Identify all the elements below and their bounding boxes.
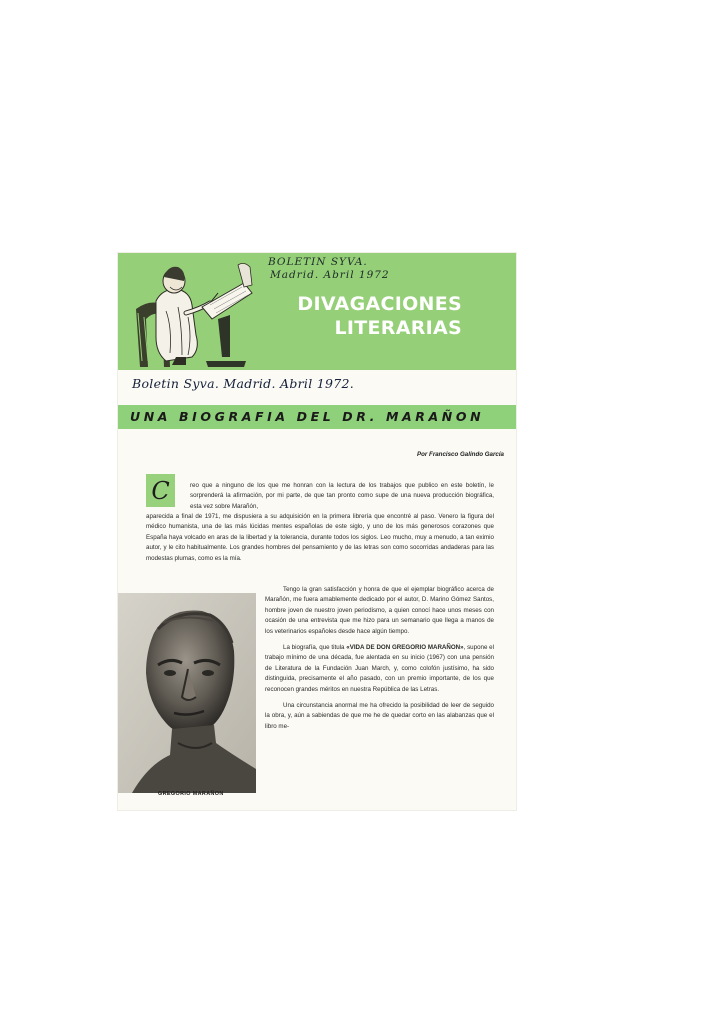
paragraph-4: Una circunstancia anormal me ha ofrecido la posibilidad de leer de seguido la obra, y, aún a sabiendas de que me he de quedar corto en las alabanzas que el libro me- [265,702,494,730]
monk-scribe-illustration [126,257,262,369]
intro-paragraph-start: reo que a ninguno de los que me honran con la lectura de los trabajos que publico en este boletín, le sorprenderá la afirmación, por mi parte, de que tan pronto como supe de una nueva producción biográfica, esta vez sobre Marañón, [190,482,494,510]
section-title-line-1: DIVAGACIONES [297,293,462,315]
right-column-text [265,585,494,738]
section-title-line-2: LITERARIAS [334,317,462,339]
paragraph-3-start: La biografía, que titula [283,644,347,652]
header-banner [118,253,516,370]
stamp-line-1: BOLETIN SYVA. [268,256,368,268]
paragraph-2: Tengo la gran satisfacción y honra de que el ejemplar biográfico acerca de Marañón, me fuera amablemente dedicado por el autor, D. Marino Gómez Santos, hombre joven de nuestro joven periodismo, a quien conocí hace unos meses con ocasión de una entrevista que me hizo para un semanario que llega a manos de los veterinarios españoles desde hace algún tiempo. [265,586,494,635]
stamp-line-2: Madrid. Abril 1972 [270,269,390,281]
portrait-photo [118,593,256,793]
article-title-band [118,405,516,429]
bust-image [118,593,256,793]
paragraph-3-end: , supone el trabajo mínimo de una década, fue alentada en su inicio (1967) con una pensión de Literatura de la Fundación Juan March, y, como colofón justísimo, ha sido distinguida, precisamente el año pasado, con un premio importante, de los que reconocen grandes méritos en nuestra República de las Letras. [265,644,495,693]
handwritten-stamp [268,256,428,282]
article-title: UNA BIOGRAFIA DEL DR. MARAÑON [130,409,485,424]
magazine-page [118,253,516,810]
intro-paragraph-rest: aparecida a final de 1971, me dispusiera a su adquisición en la primera librería que encontré al paso. Venero la figura del médico humanista, una de las más lúcidas mentes españolas de este siglo, y uno de los más generosos corazones que España haya volcado en aras de la libertad y la tolerancia, durante todos los siglos. Leo mucho, muy a menudo, a tan eximio autor, y le cito habitualmente. Los grandes hombres del pensamiento y de las letras son como socorridas andaderas para las modestas plumas, como es la mía. [146,513,494,562]
article-byline: Por Francisco Galindo García [417,451,504,458]
drop-cap: C [146,474,175,507]
section-title [297,292,462,340]
book-title: «VIDA DE DON GREGORIO MARAÑON» [346,644,464,652]
paragraph-3 [265,643,494,695]
handwritten-note: Boletin Syva. Madrid. Abril 1972. [132,376,355,391]
photo-caption: GREGORIO MARAÑON [158,791,224,797]
